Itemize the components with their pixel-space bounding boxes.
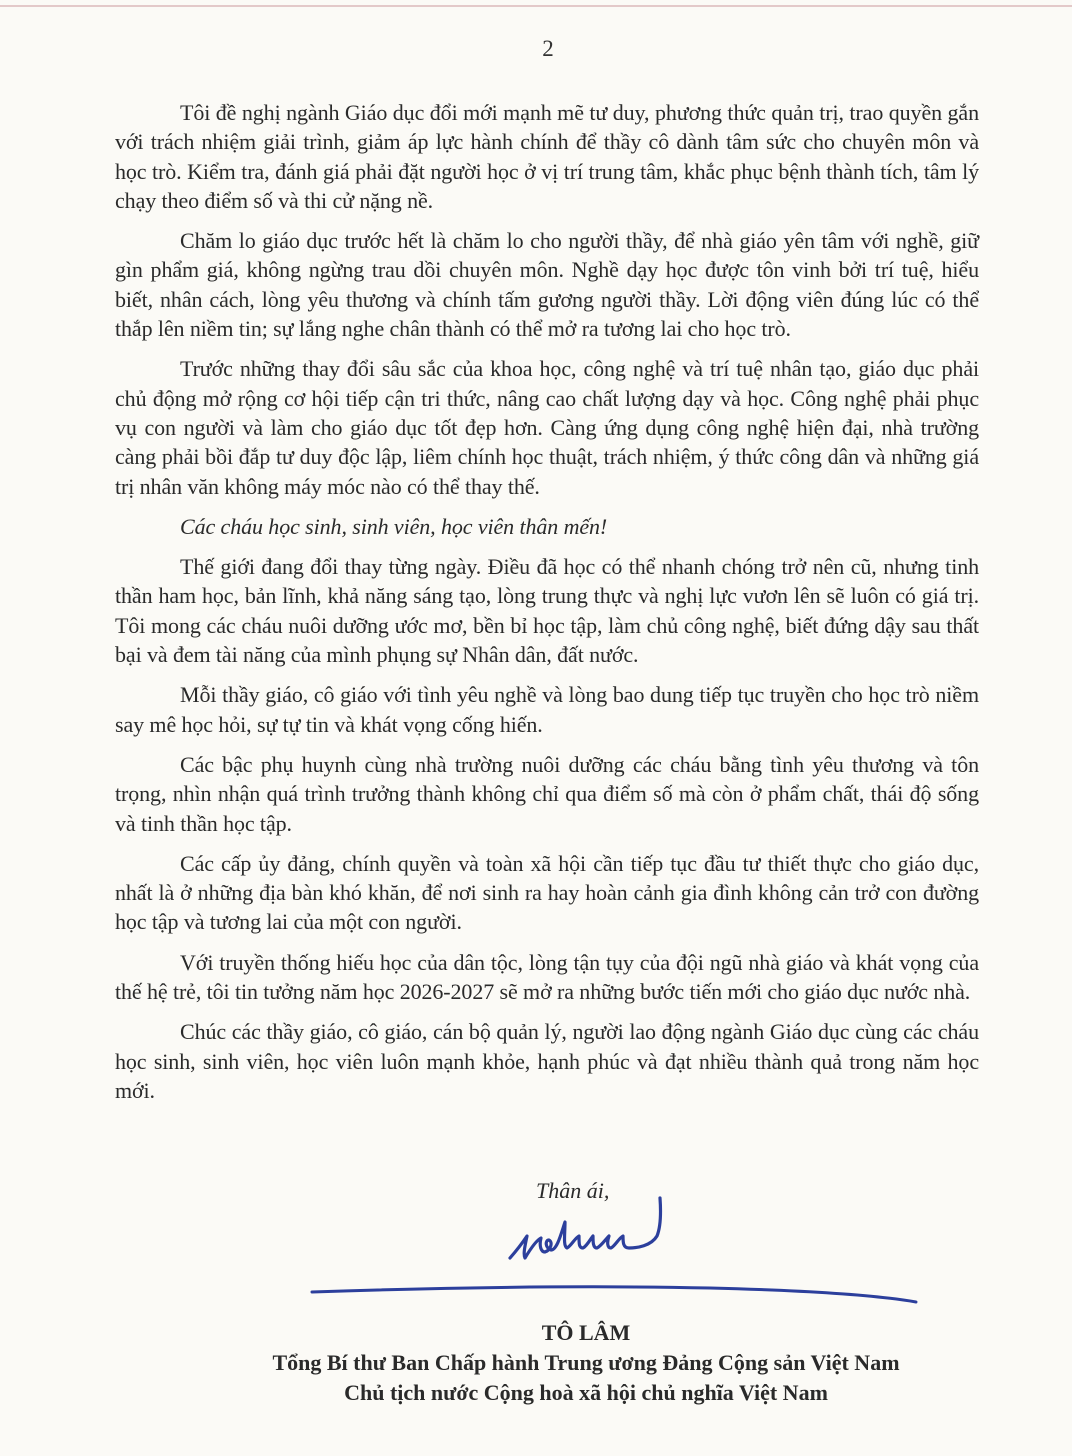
paragraph: Trước những thay đổi sâu sắc của khoa học, công nghệ và trí tuệ nhân tạo, giáo dục phải chủ động mở rộng cơ hội tiếp cận tri thức, nâng cao chất lượng dạy và học. Công nghệ phải phục vụ con người và làm cho giáo dục tốt đẹp hơn. Càng ứng dụng công nghệ hiện đại, nhà trường càng phải bồi đắp tư duy độc lập, liêm chính học thuật, trách nhiệm, ý thức công dân và những giá trị nhân văn không máy móc nào có thể thay thế. <box>115 356 979 499</box>
paragraph: Tôi đề nghị ngành Giáo dục đổi mới mạnh mẽ tư duy, phương thức quản trị, trao quyền gắn với trách nhiệm giải trình, giảm áp lực hành chính để thầy cô dành tâm sức cho chuyên môn và học trò. Kiểm tra, đánh giá phải đặt người học ở vị trí trung tâm, khắc phục bệnh thành tích, tâm lý chạy theo điểm số và thi cử nặng nề. <box>115 100 979 213</box>
paragraph: Chúc các thầy giáo, cô giáo, cán bộ quản lý, người lao động ngành Giáo dục cùng các cháu học sinh, sinh viên, học viên luôn mạnh khỏe, hạnh phúc và đạt nhiều thành quả trong năm học mới. <box>115 1019 979 1103</box>
signer-name: TÔ LÂM <box>541 1320 631 1345</box>
signer-block <box>0 1320 1072 1408</box>
salutation-students: Các cháu học sinh, sinh viên, học viên thân mến! <box>180 513 608 539</box>
paragraph: Chăm lo giáo dục trước hết là chăm lo cho người thầy, để nhà giáo yên tâm với nghề, giữ gìn phẩm giá, không ngừng trau dồi chuyên môn. Nghề dạy học được tôn vinh bởi trí tuệ, hiểu biết, nhân cách, lòng yêu thương và chính tấm gương người thầy. Lời động viên đúng lúc có thể thắp lên niềm tin; sự lắng nghe chân thành có thể mở ra tương lai cho học trò. <box>115 228 979 342</box>
paragraph: Với truyền thống hiếu học của dân tộc, lòng tận tụy của đội ngũ nhà giáo và khát vọng của thế hệ trẻ, tôi tin tưởng năm học 2026-2027 sẽ mở ra những bước tiến mới cho giáo dục nước nhà. <box>115 949 979 1005</box>
paragraph: Các bậc phụ huynh cùng nhà trường nuôi dưỡng các cháu bằng tình yêu thương và tôn trọng, nhìn nhận quá trình trưởng thành không chỉ qua điểm số mà còn ở phẩm chất, thái độ sống và tinh thần học tập. <box>115 751 979 836</box>
closing-phrase: Thân ái, <box>536 1178 610 1203</box>
page-number: 2 <box>542 36 554 61</box>
handwritten-signature <box>505 1190 675 1270</box>
signature-line <box>310 1280 920 1310</box>
paragraph: Các cấp ủy đảng, chính quyền và toàn xã hội cần tiếp tục đầu tư thiết thực cho giáo dục, nhất là ở những địa bàn khó khăn, để nơi sinh ra hay hoàn cảnh gia đình không cản trở con đường học tập và tương lai của một con người. <box>115 850 979 935</box>
paragraph: Thế giới đang đổi thay từng ngày. Điều đã học có thể nhanh chóng trở nên cũ, nhưng tinh thần ham học, bản lĩnh, khả năng sáng tạo, lòng trung thực và nghị lực vươn lên sẽ luôn có giá trị. Tôi mong các cháu nuôi dưỡng ước mơ, bền bỉ học tập, làm chủ công nghệ, biết đứng dậy sau thất bại và đem tài năng của mình phụng sự Nhân dân, đất nước. <box>115 554 979 668</box>
top-border-line <box>0 5 1072 7</box>
paragraph: Mỗi thầy giáo, cô giáo với tình yêu nghề và lòng bao dung tiếp tục truyền cho học trò niềm say mê học hỏi, sự tự tin và khát vọng cống hiến. <box>115 682 979 737</box>
signer-title: Chủ tịch nước Cộng hoà xã hội chủ nghĩa Việt Nam <box>344 1380 828 1405</box>
letter-body <box>115 98 979 1116</box>
signer-title: Tổng Bí thư Ban Chấp hành Trung ương Đảng Cộng sản Việt Nam <box>272 1350 900 1375</box>
